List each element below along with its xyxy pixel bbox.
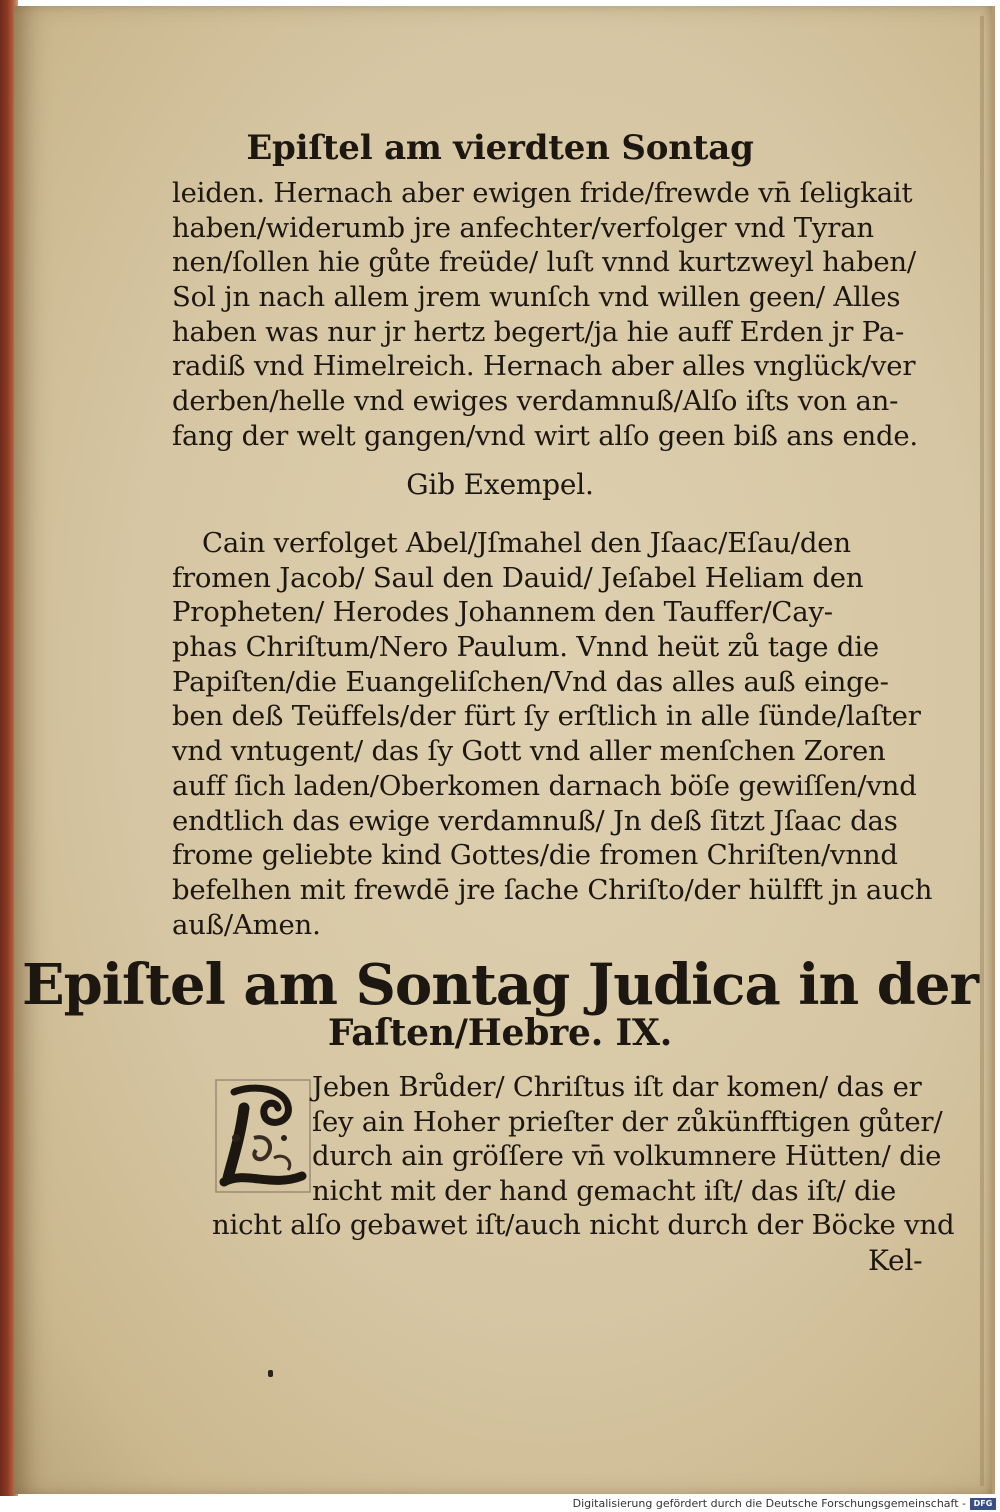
text-line: haben/widerumb jre anfechter/verfolger vnd Tyran <box>172 211 874 244</box>
text-line: auß/Amen. <box>172 908 321 941</box>
text-line: nen/ſollen hie gůte freüde/ luſt vnnd kurtzweyl haben/ <box>172 246 916 279</box>
text-line: radiß vnd Himelreich. Hernach aber alles vnglück/ver <box>172 350 916 383</box>
text-line: vnd vntugent/ das ſy Gott vnd aller menſchen Zoren <box>172 735 886 768</box>
funding-notice: Digitalisierung gefördert durch die Deutsche Forschungsgemeinschaft - <box>572 1497 966 1510</box>
text-line: befelhen mit frewdē jre ſache Chriſto/der hülfft jn auch <box>172 873 933 906</box>
text-block-1 <box>172 176 952 454</box>
text-line: frome geliebte kind Gottes/die fromen Chriſten/vnnd <box>172 839 898 872</box>
running-head: Epiſtel am vierdten Sontag <box>246 128 754 168</box>
text-line: endtlich das ewige verdamnuß/ Jn deß ſitzt Jſaac das <box>172 804 898 837</box>
section-title-continuation: Faſten/Hebre. IX. <box>327 1012 673 1054</box>
text-line: auff ſich laden/Oberkomen darnach böſe gewiſſen/vnd <box>172 769 917 802</box>
text-line: nicht alſo gebawet iſt/auch nicht durch der Böcke vnd <box>212 1209 955 1241</box>
text-line: Cain verfolget Abel/Jſmahel den Jſaac/Eſau/den <box>202 527 851 559</box>
text-line: fromen Jacob/ Saul den Dauid/ Jeſabel Heliam den <box>172 561 864 594</box>
text-line: Papiſten/die Euangeliſchen/Vnd das alles auß einge- <box>172 665 889 698</box>
text-line: nicht mit der hand gemacht iſt/ das iſt/ die <box>312 1175 897 1208</box>
text-line: derben/helle vnd ewiges verdamnuß/Alſo iſts von an- <box>172 385 899 418</box>
text-line: ſey ain Hoher prieſter der zůkünfftigen gůter/ <box>312 1105 943 1138</box>
text-block-3-continued <box>212 1208 955 1243</box>
text-line: ben deß Teüffels/der fürt ſy erſtlich in alle ſünde/laſter <box>172 700 921 733</box>
text-line: haben was nur jr hertz begert/ja hie auff Erden jr Pa- <box>172 315 905 348</box>
section-title: Epiſtel am Sontag Judica in der <box>21 952 979 1018</box>
text-line: Jeben Brůder/ Chriſtus iſt dar komen/ das er <box>312 1071 922 1103</box>
text-line: Sol jn nach allem jrem wunſch vnd willen geen/ Alles <box>172 281 901 314</box>
text-line: phas Chriſtum/Nero Paulum. Vnnd heüt zů tage die <box>172 631 879 664</box>
ink-mark <box>268 1370 273 1377</box>
text-line: leiden. Hernach aber ewigen fride/frewde vn̄ ſeligkait <box>172 177 913 209</box>
text-line: Propheten/ Herodes Johannem den Tauffer/Cay- <box>172 596 833 629</box>
catchword: Kel- <box>868 1244 923 1277</box>
page-edge-shadow <box>980 16 984 1486</box>
text-line: fang der welt gangen/vnd wirt alſo geen biß ans ende. <box>172 419 918 452</box>
dfg-logo: DFG <box>970 1498 996 1510</box>
decorated-initial-letter <box>214 1078 312 1194</box>
subheading: Gib Exempel. <box>406 468 594 501</box>
text-block-2 <box>172 526 952 942</box>
text-block-3 <box>312 1070 952 1209</box>
text-line: durch ain gröſſere vn̄ volkumnere Hütten/ die <box>312 1140 942 1173</box>
